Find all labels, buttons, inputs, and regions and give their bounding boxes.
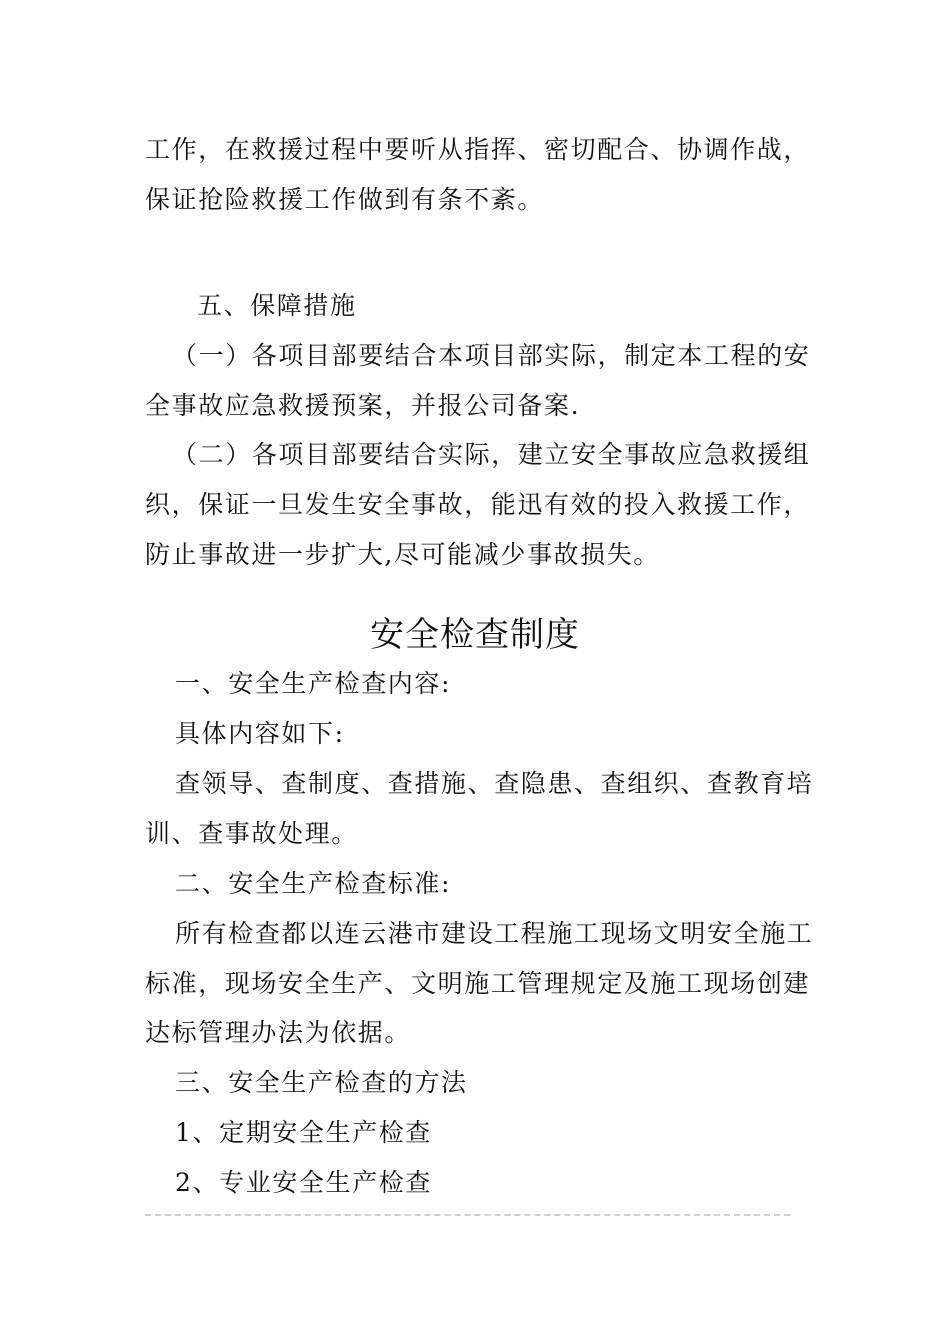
page-break-divider	[145, 1214, 790, 1216]
paragraph-line: 具体内容如下:	[175, 719, 345, 748]
paragraph-line: 防止事故进一步扩大,尽可能减少事故损失。	[145, 540, 660, 569]
paragraph-line: 织，保证一旦发生安全事故，能迅有效的投入救援工作，	[145, 490, 811, 519]
paragraph-line: （二）各项目部要结合实际，建立安全事故应急救援组	[172, 440, 811, 469]
section-heading: 二、安全生产检查标准:	[175, 869, 452, 898]
section-heading: 一、安全生产检查内容:	[175, 669, 452, 698]
paragraph-line: 所有检查都以连云港市建设工程施工现场文明安全施工	[175, 919, 814, 948]
paragraph-line: 达标管理办法为依据。	[145, 1018, 412, 1047]
paragraph-line: 工作，在救援过程中要听从指挥、密切配合、协调作战，	[145, 135, 811, 164]
paragraph-line: 查领导、查制度、查措施、查隐患、查组织、查教育培	[175, 769, 814, 798]
paragraph-line: 标准，现场安全生产、文明施工管理规定及施工现场创建	[145, 969, 811, 998]
paragraph-line: 保证抢险救援工作做到有条不紊。	[145, 185, 545, 214]
section-heading: 五、保障措施	[197, 291, 357, 320]
paragraph-line: 训、查事故处理。	[145, 819, 358, 848]
section-heading: 三、安全生产检查的方法	[175, 1068, 468, 1097]
paragraph-line: 全事故应急救援预案，并报公司备案.	[145, 391, 581, 420]
paragraph-line: （一）各项目部要结合本项目部实际，制定本工程的安	[172, 341, 811, 370]
list-item: 1、定期安全生产检查	[175, 1118, 432, 1147]
document-title: 安全检查制度	[370, 615, 580, 655]
list-item: 2、专业安全生产检查	[175, 1168, 432, 1197]
